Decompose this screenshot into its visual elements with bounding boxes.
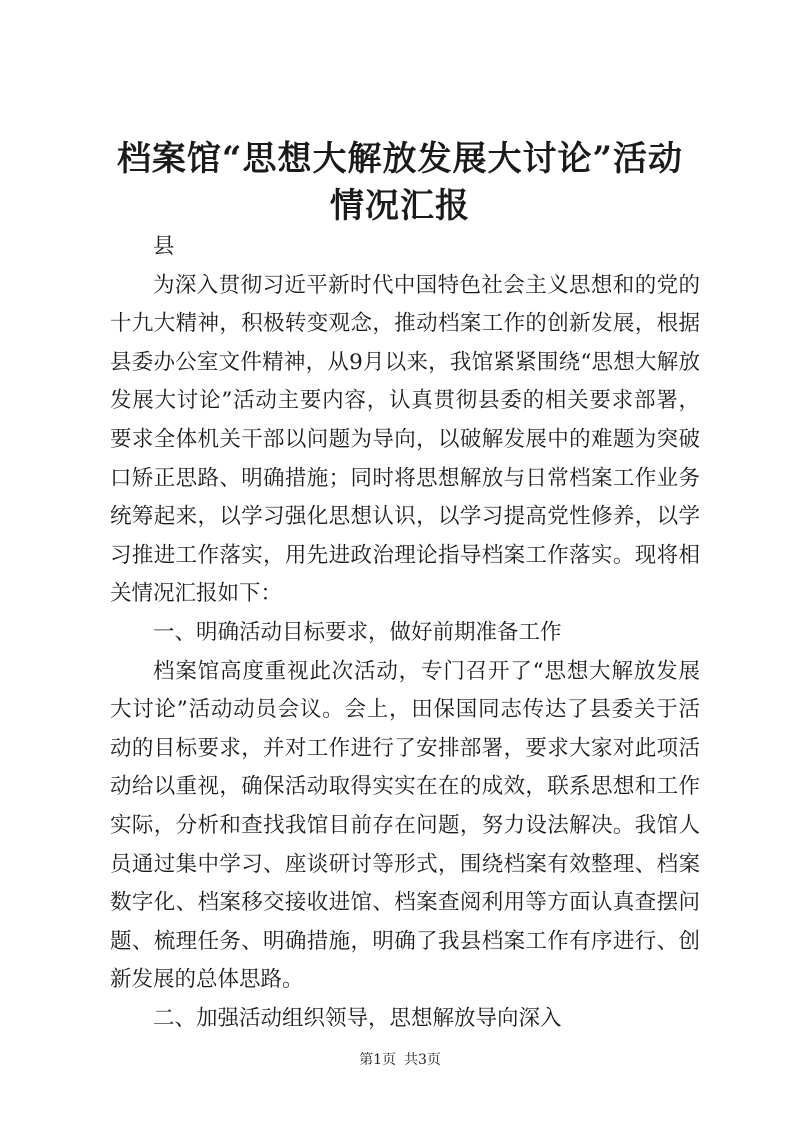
document-body (110, 228, 700, 1038)
addressee-paragraph: 县 (153, 234, 175, 259)
document-title: 档案馆“思想大解放发展大讨论”活动情况汇报 (116, 139, 684, 226)
page-footer (0, 1050, 800, 1070)
section-1-paragraph: 档案馆高度重视此次活动，专门召开了“思想大解放发展大讨论”活动动员会议。会上，田保国同志传达了县委关于活动的目标要求，并对工作进行了安排部署，要求大家对此项活动给以重视，确保活动取得实实在在的成效，联系思想和工作实际，分析和查找我馆目前存在问题，努力设法解决。我馆人员通过集中学习、座谈研讨等形式，围绕档案有效整理、档案数字化、档案移交接收进馆、档案查阅利用等方面认真查摆问题、梳理任务、明确措施，明确了我县档案工作有序进行、创新发展的总体思路。 (110, 658, 700, 993)
page-total: 共3页 (404, 1052, 441, 1068)
section-heading-1: 一、明确活动目标要求，做好前期准备工作 (153, 619, 562, 645)
page-number: 第1页 (359, 1052, 396, 1068)
intro-paragraph: 为深入贯彻习近平新时代中国特色社会主义思想和的党的十九大精神，积极转变观念，推动档案工作的创新发展，根据县委办公室文件精神，从9月以来，我馆紧紧围绕“思想大解放发展大讨论”活动主要内容，认真贯彻县委的相关要求部署，要求全体机关干部以问题为导向，以破解发展中的难题为突破口矫正思路、明确措施；同时将思想解放与日常档案工作业务统筹起来，以学习强化思想认识，以学习提高党性修养，以学习推进工作落实，用先进政治理论指导档案工作落实。现将相关情况汇报如下： (110, 272, 700, 607)
section-heading-2: 二、加强活动组织领导，思想解放导向深入 (153, 1005, 562, 1031)
